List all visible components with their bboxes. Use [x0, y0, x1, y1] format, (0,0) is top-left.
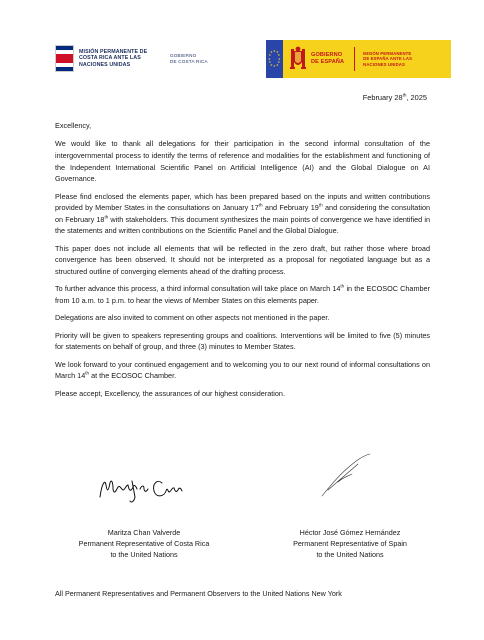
signature-maritza-chan — [96, 471, 186, 507]
spain-coat-of-arms-icon — [289, 45, 307, 73]
costa-rica-flag-icon — [55, 45, 74, 72]
paragraph-5: Delegations are also invited to comment on other aspects not mentioned in the paper. — [55, 313, 330, 323]
signatory-name: Maritza Chan Valverde — [107, 528, 181, 537]
spain-government-label: GOBIERNO DE ESPAÑA — [311, 52, 345, 65]
paragraph-2: Please find enclosed the elements paper, which has been prepared based on the inputs and written contributions provided by Member States in the consultations on January 17th and February 19th and considering the consultation on February 18th with stakeholders. This document synthesizes the main points of convergence we have identified in the statements and written contributions on the Scientific Panel and the Global Dialogue. — [55, 191, 431, 236]
addressee-footer: All Permanent Representatives and Permanent Observers to the United Nations New York — [55, 589, 342, 598]
letter-date: February 28th, 2025 — [362, 92, 427, 102]
signatory-subtitle: to the United Nations — [110, 550, 178, 560]
eu-flag-icon: ★ ★ ★ ★ ★ ★ ★ ★ ★ ★ ★ ★ — [266, 40, 283, 78]
spain-logo — [266, 40, 451, 78]
paragraph-1: We would like to thank all delegations for their participation in the second informal consultation of the intergovernmental process to identify the terms of reference and modalities for the establishment and functioning of the Independent International Scientific Panel on Artificial Intelligence (AI) and the Global Dialogue on AI Governance. — [55, 139, 430, 184]
signatory-costa-rica — [44, 527, 244, 561]
letter-body — [55, 120, 430, 399]
spain-mission-name: MISIÓN PERMANENTE DE ESPAÑA ANTE LAS NACIONES UNIDAS — [363, 51, 413, 67]
costa-rica-logo — [55, 45, 147, 72]
signature-hector-gomez — [318, 452, 378, 500]
paragraph-3: This paper does not include all elements that will be reflected in the zero draft, but rather those where broad convergence has been observed. It should not be interpreted as a proposal for negotiated language but as a structured outline of converging elements ahead of the drafting process. — [55, 243, 430, 276]
greeting: Excellency, — [55, 121, 92, 130]
signatory-spain — [250, 527, 450, 561]
costa-rica-mission-name: MISIÓN PERMANENTE DE COSTA RICA ANTE LAS NACIONES UNIDAS — [79, 48, 148, 68]
signatory-name: Héctor José Gómez Hernández — [299, 528, 401, 537]
signatory-title: Permanent Representative of Costa Rica — [78, 539, 210, 549]
paragraph-4: To further advance this process, a third informal consultation will take place on March 14th in the ECOSOC Chamber from 10 a.m. to 1 p.m. to hear the views of Member States on this elements paper. — [55, 283, 430, 305]
paragraph-7: We look forward to your continued engagement and to welcoming you to our next round of informal consultations on March 14th at the ECOSOC Chamber. — [55, 359, 430, 381]
closing: Please accept, Excellency, the assurances of our highest consideration. — [55, 388, 285, 398]
paragraph-6: Priority will be given to speakers representing groups and coalitions. Interventions will be limited to five (5) minutes for statements on behalf of group, and three (3) minutes to Member States. — [55, 330, 430, 352]
signatory-subtitle: to the United Nations — [316, 550, 384, 560]
costa-rica-government-label: GOBIERNO DE COSTA RICA — [170, 53, 208, 64]
signatory-title: Permanent Representative of Spain — [293, 539, 407, 549]
logo-divider — [354, 47, 355, 71]
letterhead — [0, 40, 484, 82]
